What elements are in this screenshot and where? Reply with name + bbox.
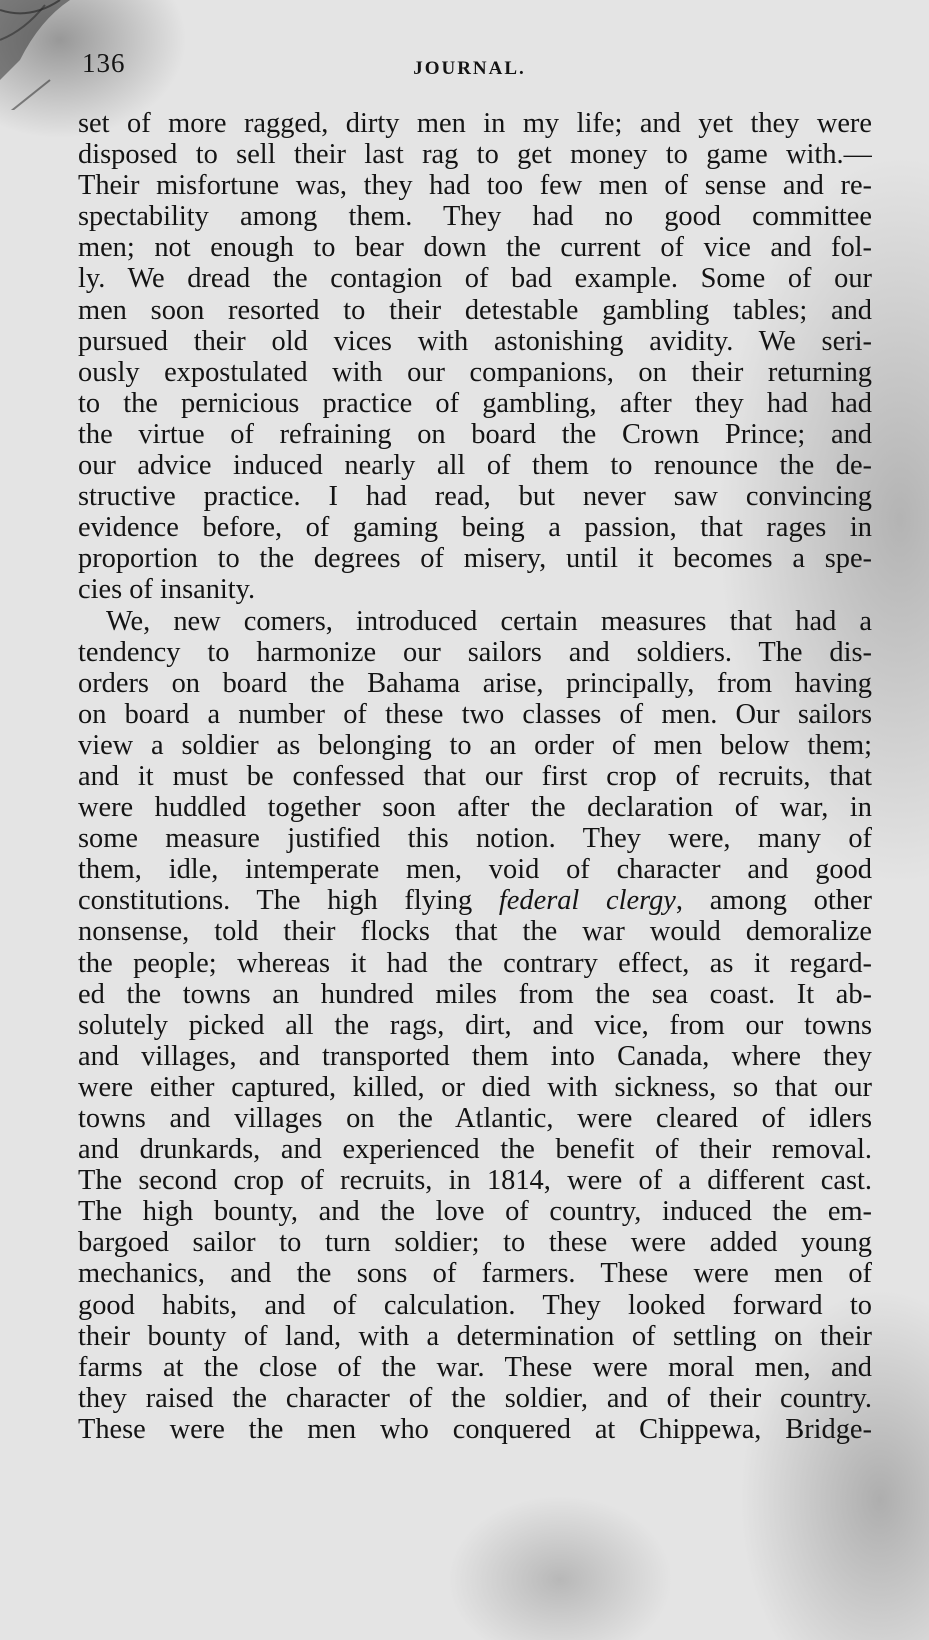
text-line: We, new comers, introduced certain measures that had a xyxy=(106,605,872,637)
text-line: to the pernicious practice of gambling, after they had had xyxy=(78,387,872,419)
text-line: spectability among them. They had no good committee xyxy=(78,201,872,233)
text-line: them, idle, intemperate men, void of character and good xyxy=(78,854,872,886)
text-line: ed the towns an hundred miles from the sea coast. It ab- xyxy=(78,978,872,1010)
text-line: pursued their old vices with astonishing avidity. We seri- xyxy=(78,325,872,357)
text-line: These were the men who conquered at Chippewa, Bridge- xyxy=(78,1413,872,1445)
text-line-with-italic xyxy=(78,885,872,916)
text-line: good habits, and of calculation. They looked forward to xyxy=(78,1289,872,1321)
text-line: bargoed sailor to turn soldier; to these were added young xyxy=(78,1227,872,1259)
text-line: they raised the character of the soldier, and of their country. xyxy=(78,1382,872,1414)
text-line: ly. We dread the contagion of bad example. Some of our xyxy=(78,263,872,295)
text-line: on board a number of these two classes of men. Our sailors xyxy=(78,698,872,730)
text-line: the virtue of refraining on board the Crown Prince; and xyxy=(78,418,872,450)
text-line: The high bounty, and the love of country, induced the em- xyxy=(78,1196,872,1228)
text-line: orders on board the Bahama arise, principally, from having xyxy=(78,667,872,699)
text-run: , among other xyxy=(675,885,872,917)
text-line: disposed to sell their last rag to get money to game with.— xyxy=(78,139,872,171)
paragraph-1 xyxy=(78,108,872,606)
text-line: some measure justified this notion. They were, many of xyxy=(78,823,872,855)
text-line: set of more ragged, dirty men in my life; and yet they were xyxy=(78,108,872,139)
text-line: towns and villages on the Atlantic, were cleared of idlers xyxy=(78,1103,872,1134)
text-line: tendency to harmonize our sailors and soldiers. The dis- xyxy=(78,636,872,668)
text-line: men soon resorted to their detestable gambling tables; and xyxy=(78,294,872,326)
text-line: Their misfortune was, they had too few men of sense and re- xyxy=(78,170,872,202)
text-line: and it must be confessed that our first crop of recruits, that xyxy=(78,760,872,792)
text-line: structive practice. I had read, but never saw convincing xyxy=(78,481,872,513)
text-line: proportion to the degrees of misery, until it becomes a spe- xyxy=(78,543,872,575)
text-line: mechanics, and the sons of farmers. These were men of xyxy=(78,1258,872,1290)
text-line: our advice induced nearly all of them to renounce the de- xyxy=(78,450,872,482)
body-text xyxy=(78,108,872,1445)
text-line: and villages, and transported them into Canada, where they xyxy=(78,1040,872,1072)
text-line: nonsense, told their flocks that the war would demoralize xyxy=(78,916,872,948)
text-line: view a soldier as belonging to an order of men below them; xyxy=(78,729,872,761)
text-line: solutely picked all the rags, dirt, and vice, from our towns xyxy=(78,1009,872,1041)
text-line: evidence before, of gaming being a passion, that rages in xyxy=(78,512,872,544)
italic-phrase: federal clergy xyxy=(498,885,676,917)
text-line: the people; whereas it had the contrary effect, as it regard- xyxy=(78,947,872,979)
text-line: farms at the close of the war. These were moral men, and xyxy=(78,1351,872,1383)
text-line: were either captured, killed, or died with sickness, so that our xyxy=(78,1071,872,1103)
text-line: and drunkards, and experienced the benefit of their removal. xyxy=(78,1134,872,1166)
text-line: cies of insanity. xyxy=(78,574,256,606)
text-line: their bounty of land, with a determination of settling on their xyxy=(78,1320,872,1352)
text-line: were huddled together soon after the declaration of war, in xyxy=(78,792,872,824)
page-header xyxy=(0,48,929,88)
text-line: men; not enough to bear down the current of vice and fol- xyxy=(78,232,872,264)
text-line: The second crop of recruits, in 1814, were of a different cast. xyxy=(78,1165,872,1197)
text-run: constitutions. The high flying xyxy=(78,885,499,917)
paragraph-2 xyxy=(78,606,872,1446)
page-number: 136 xyxy=(82,48,126,78)
text-line: ously expostulated with our companions, on their returning xyxy=(78,356,872,388)
running-head: JOURNAL. xyxy=(413,58,526,79)
